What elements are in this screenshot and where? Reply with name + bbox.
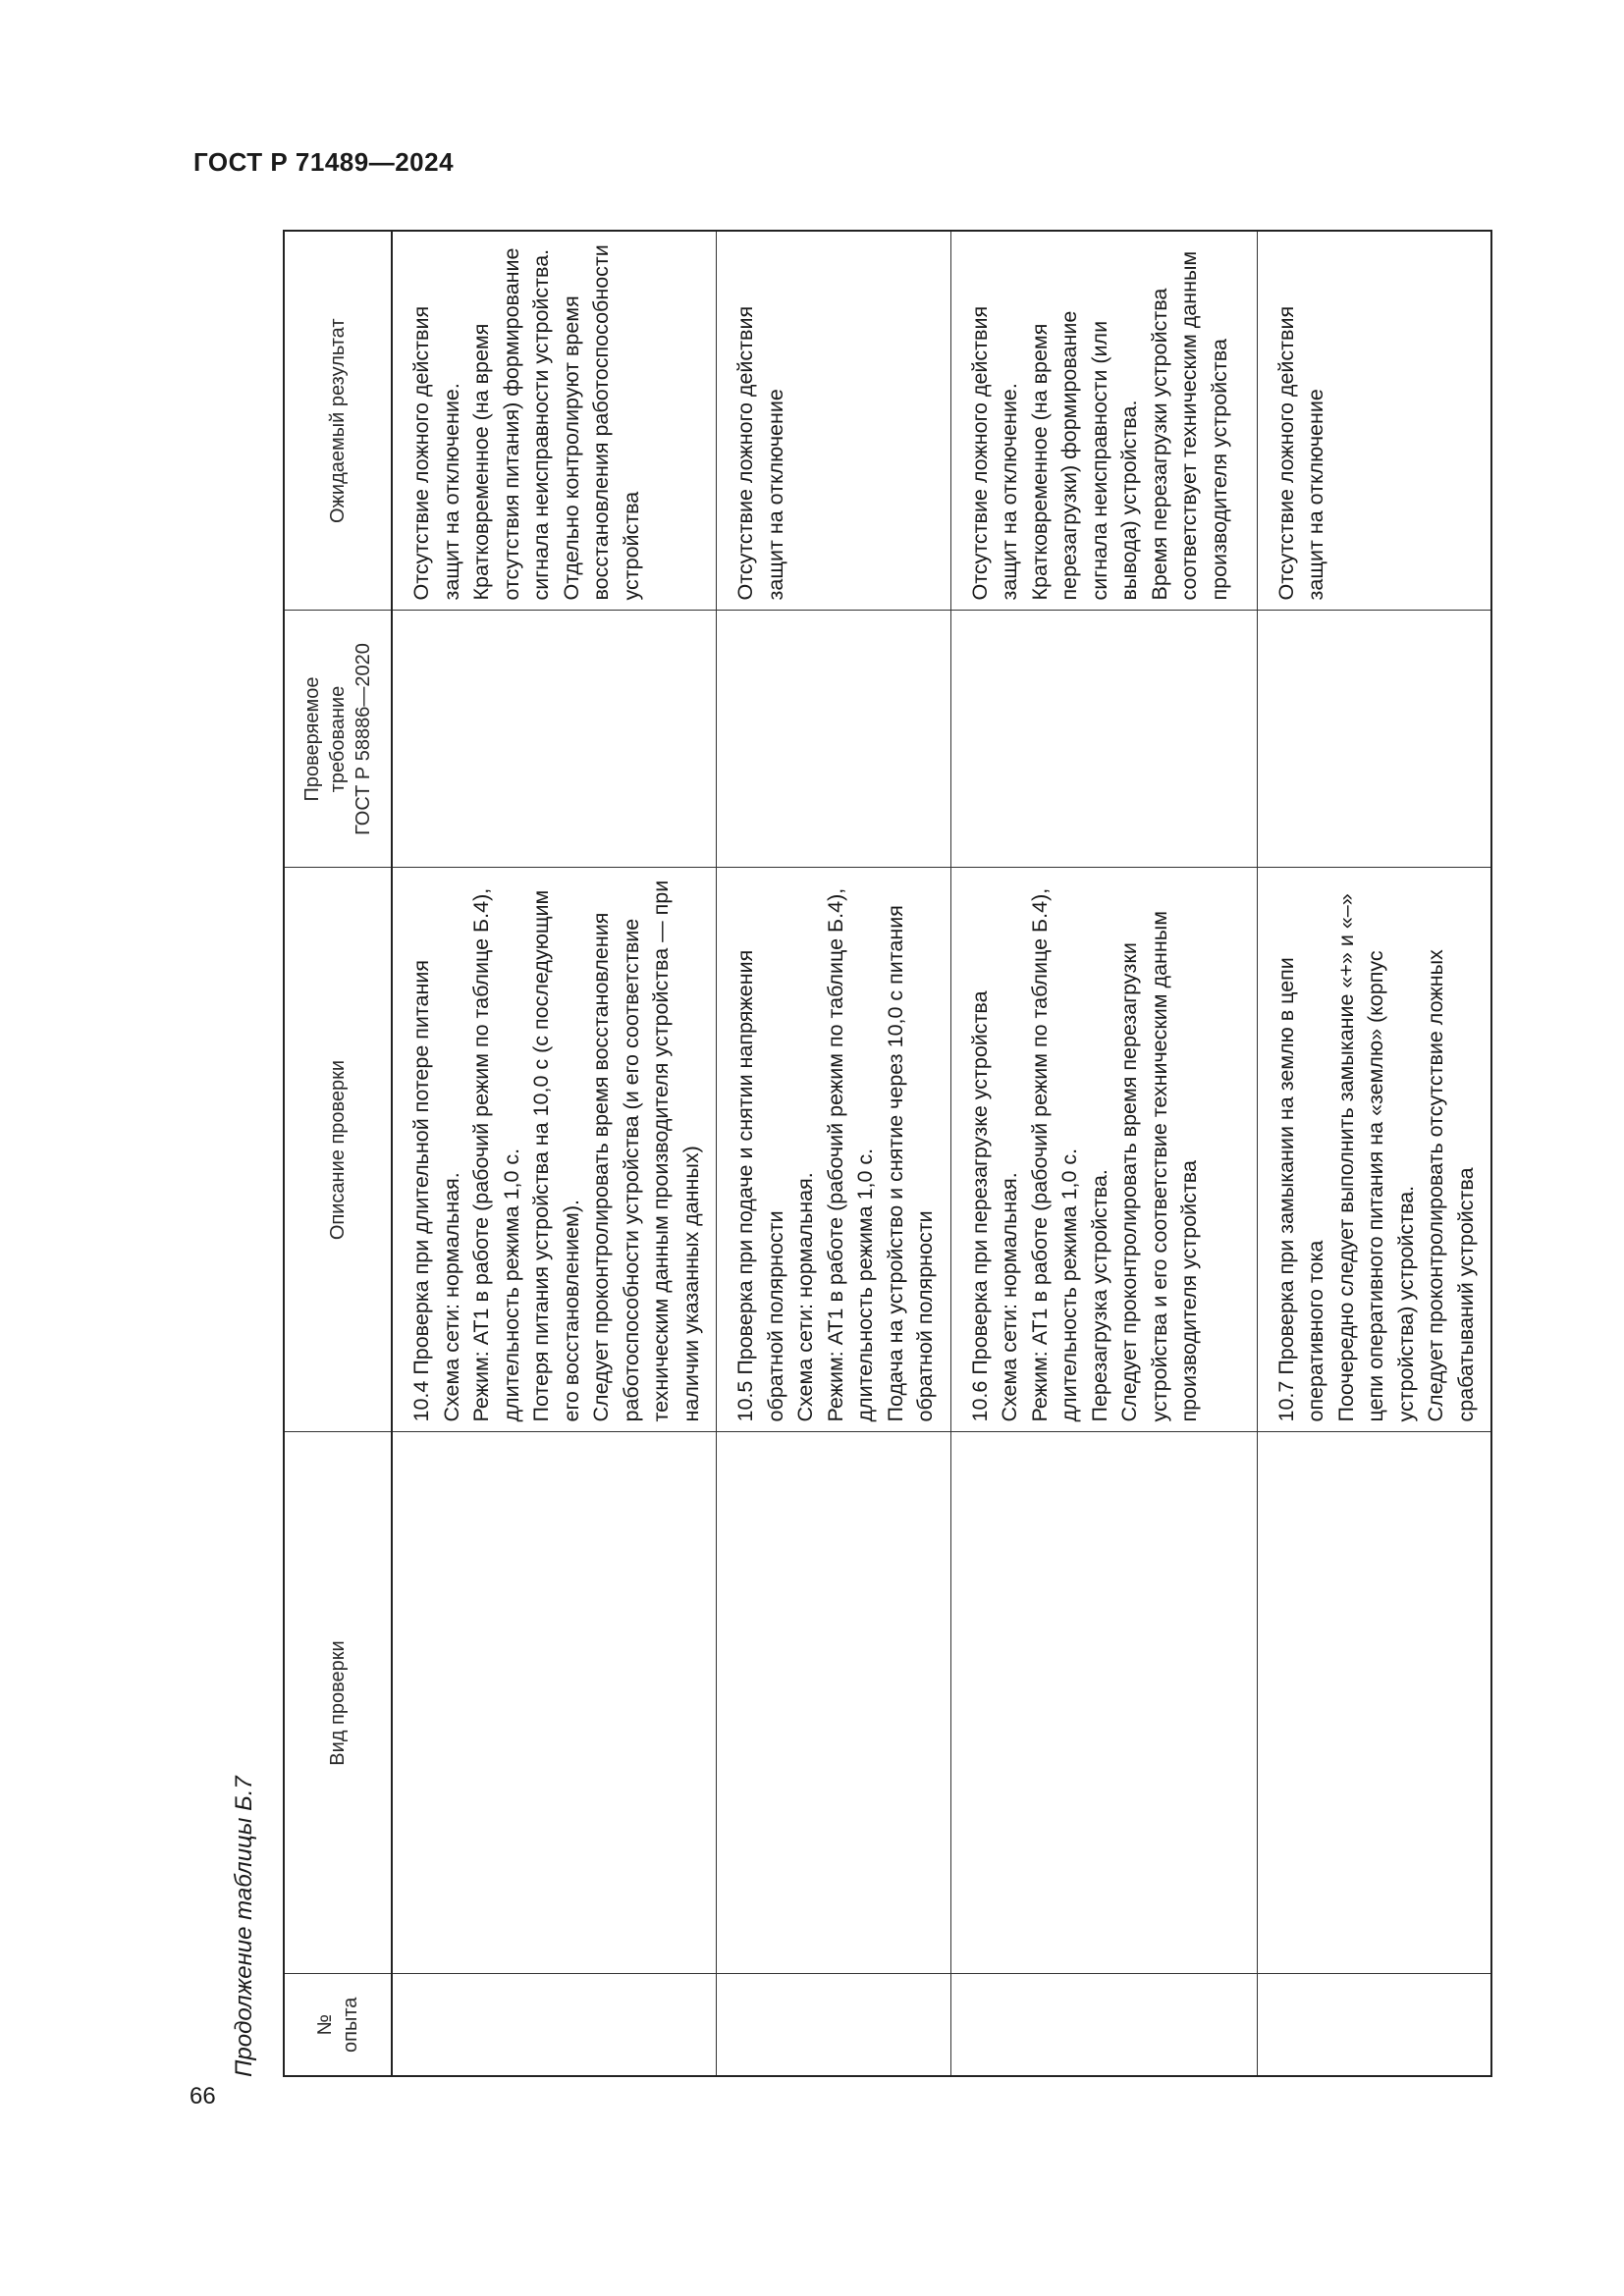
table-continuation-label: Продолжение таблицы Б.7: [231, 1776, 257, 2077]
cell-requirement: [950, 611, 1257, 868]
cell-num: [1257, 1974, 1491, 2076]
result-line: Кратковременное (на время отсутствия питания) формирование сигнала неисправности устройства.: [469, 247, 553, 601]
description-line: Следует проконтролировать отсутствие ложных срабатываний устройства: [1424, 949, 1478, 1422]
description-line: 10.5 Проверка при подаче и снятии напряжения обратной полярности: [733, 949, 787, 1422]
table-row: [717, 231, 951, 2076]
col-header-requirement: Проверяемое требование ГОСТ Р 58886—2020: [284, 611, 392, 868]
result-line: Кратковременное (на время перезагрузки) формирование сигнала неисправности (или вывода) устройства.: [1027, 310, 1141, 601]
description-line: Поочередно следует выполнить замыкание «+» и «–» цепи оперативного питания на «землю» (корпус устройства) устройства.: [1333, 893, 1418, 1422]
result-line: Отдельно контролируют время восстановления работоспособности устройства: [559, 244, 643, 601]
page-number: 66: [189, 2083, 216, 2109]
description-line: Режим: АТ1 в работе (рабочий режим по таблице Б.4), длительность режима 1,0 с.: [823, 887, 877, 1422]
test-table: [283, 230, 1492, 2077]
col-header-num: № опыта: [284, 1974, 392, 2076]
cell-description: [1257, 868, 1491, 1432]
cell-num: [950, 1974, 1257, 2076]
description-line: Схема сети: нормальная.: [998, 1172, 1021, 1422]
description-line: Схема сети: нормальная.: [793, 1172, 817, 1422]
description-line: Следует проконтролировать время перезагрузки устройства и его соответствие техническим данным производителя устройства: [1117, 910, 1201, 1422]
description-line: Режим: АТ1 в работе (рабочий режим по таблице Б.4), длительность режима 1,0 с.: [1027, 887, 1081, 1422]
table-row: [392, 231, 717, 2076]
description-line: Потеря питания устройства на 10,0 с (с последующим его восстановлением).: [529, 889, 583, 1422]
cell-requirement: [717, 611, 951, 868]
cell-description: [392, 868, 717, 1432]
rotated-table-block: [228, 232, 1478, 2077]
description-line: Перезагрузка устройства.: [1087, 1169, 1111, 1422]
result-line: Отсутствие ложного действия защит на отключение.: [409, 305, 463, 601]
table-header-row: [284, 231, 392, 2076]
description-line: Подача на устройство и снятие через 10,0 с питания обратной полярности: [883, 905, 937, 1422]
table-row: [950, 231, 1257, 2076]
col-header-type: Вид проверки: [284, 1432, 392, 1974]
col-header-expected-result: Ожидаемый результат: [284, 231, 392, 611]
cell-type: [392, 1432, 717, 1974]
cell-type: [717, 1432, 951, 1974]
description-line: Схема сети: нормальная.: [439, 1172, 463, 1422]
cell-expected-result: [392, 231, 717, 611]
cell-requirement: [392, 611, 717, 868]
result-line: Отсутствие ложного действия защит на отключение.: [967, 305, 1021, 601]
table-row: [1257, 231, 1491, 2076]
result-line: Время перезагрузки устройства соответствует техническим данным производителя устройства: [1147, 250, 1231, 601]
cell-num: [392, 1974, 717, 2076]
cell-expected-result: [1257, 231, 1491, 611]
description-line: Следует проконтролировать время восстановления работоспособности устройства (и его соответствие техническим данным производителя устройства — при наличии указанных данных): [589, 880, 703, 1422]
cell-description: [950, 868, 1257, 1432]
cell-description: [717, 868, 951, 1432]
cell-requirement: [1257, 611, 1491, 868]
col-header-description: Описание проверки: [284, 868, 392, 1432]
description-line: 10.4 Проверка при длительной потере питания: [409, 959, 433, 1422]
cell-expected-result: [950, 231, 1257, 611]
result-line: Отсутствие ложного действия защит на отключение: [1273, 305, 1327, 601]
description-line: 10.7 Проверка при замыкании на землю в цепи оперативного тока: [1273, 957, 1327, 1422]
description-line: Режим: АТ1 в работе (рабочий режим по таблице Б.4), длительность режима 1,0 с.: [469, 887, 523, 1422]
cell-expected-result: [717, 231, 951, 611]
document-header-title: ГОСТ Р 71489—2024: [193, 147, 455, 177]
cell-num: [717, 1974, 951, 2076]
result-line: Отсутствие ложного действия защит на отключение: [733, 305, 787, 601]
cell-type: [1257, 1432, 1491, 1974]
cell-type: [950, 1432, 1257, 1974]
description-line: 10.6 Проверка при перезагрузке устройства: [967, 990, 992, 1422]
